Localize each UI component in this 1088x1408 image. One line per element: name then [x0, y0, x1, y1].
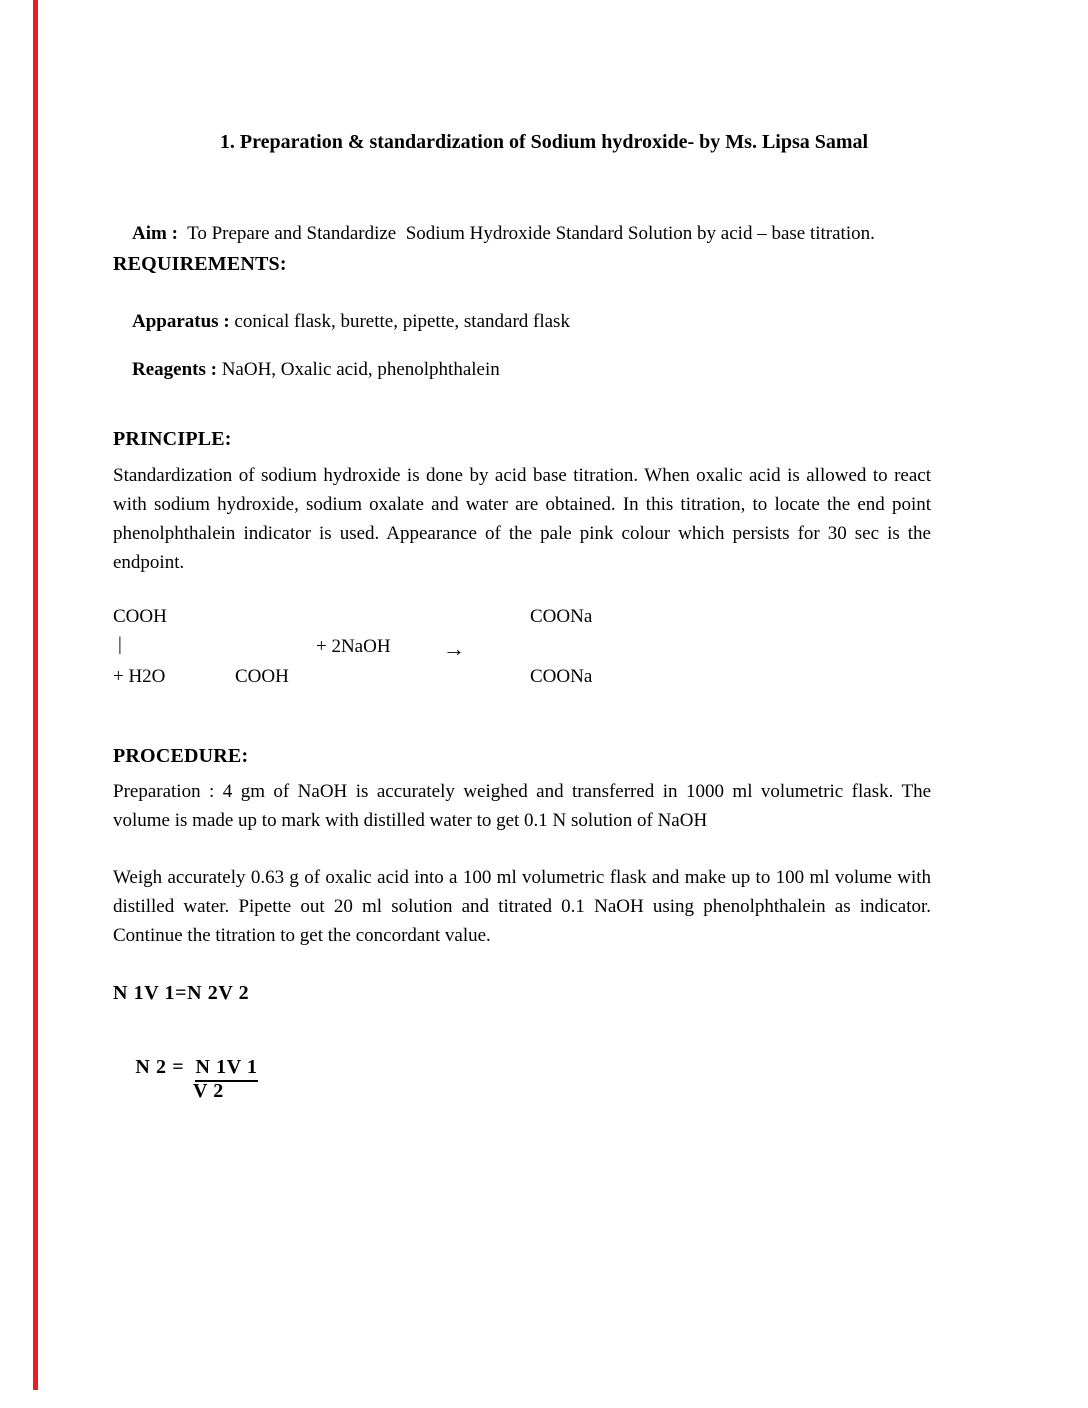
formula-n2-denominator: V 2	[193, 1080, 224, 1102]
eq-product-top: COONa	[530, 606, 593, 627]
reagents-text: NaOH, Oxalic acid, phenolphthalein	[221, 359, 500, 380]
apparatus-label: Apparatus :	[132, 311, 235, 332]
principle-heading: PRINCIPLE:	[113, 428, 232, 450]
aim-text: To Prepare and Standardize Sodium Hydroxide Standard Solution by acid – base titration.	[182, 223, 875, 244]
formula-n2-lhs: N 2 =	[135, 1056, 196, 1078]
formula-n2-equation	[113, 1033, 258, 1102]
eq-plus-2naoh: + 2NaOH	[316, 636, 391, 657]
reagents-label: Reagents :	[132, 359, 222, 380]
principle-body: Standardization of sodium hydroxide is done by acid base titration. When oxalic acid is allowed to react with sodium hydroxide, sodium oxalate and water are obtained. In this titration, to locate the end point phenolphthalein indicator is used. Appearance of the pale pink colour which persists for 30 sec is the endpoint.	[113, 465, 931, 573]
red-margin-line	[33, 0, 38, 1390]
reaction-arrow: →	[443, 636, 465, 661]
procedure-heading: PROCEDURE:	[113, 745, 249, 767]
eq-reactant-bottom: COOH	[235, 666, 289, 687]
page-title: 1. Preparation & standardization of Sodium hydroxide- by Ms. Lipsa Samal	[219, 131, 869, 153]
formula-n2-numerator: N 1V 1	[195, 1056, 257, 1082]
apparatus-text: conical flask, burette, pipette, standard flask	[234, 311, 570, 332]
aim-label: Aim :	[132, 223, 183, 244]
eq-reactant-bottom-left: + H2O	[113, 666, 166, 687]
reagents-line	[113, 337, 500, 403]
procedure-paragraph-2: Weigh accurately 0.63 g of oxalic acid into a 100 ml volumetric flask and make up to 100 ml volume with distilled water. Pipette out 20 ml solution and titrated 0.1 NaOH using phenolphthalein as indicator. Continue the titration to get the concordant value.	[113, 867, 931, 946]
eq-reactant-top: COOH	[113, 606, 167, 627]
procedure-paragraph-1: Preparation : 4 gm of NaOH is accurately weighed and transferred in 1000 ml volumetric flask. The volume is made up to mark with distilled water to get 0.1 N solution of NaOH	[113, 781, 931, 831]
eq-product-bottom: COONa	[530, 666, 593, 687]
requirements-heading: REQUIREMENTS:	[113, 253, 287, 275]
chemical-equation	[113, 606, 733, 701]
formula-n1v1-n2v2: N 1V 1=N 2V 2	[113, 982, 250, 1004]
eq-bond: |	[118, 634, 122, 655]
